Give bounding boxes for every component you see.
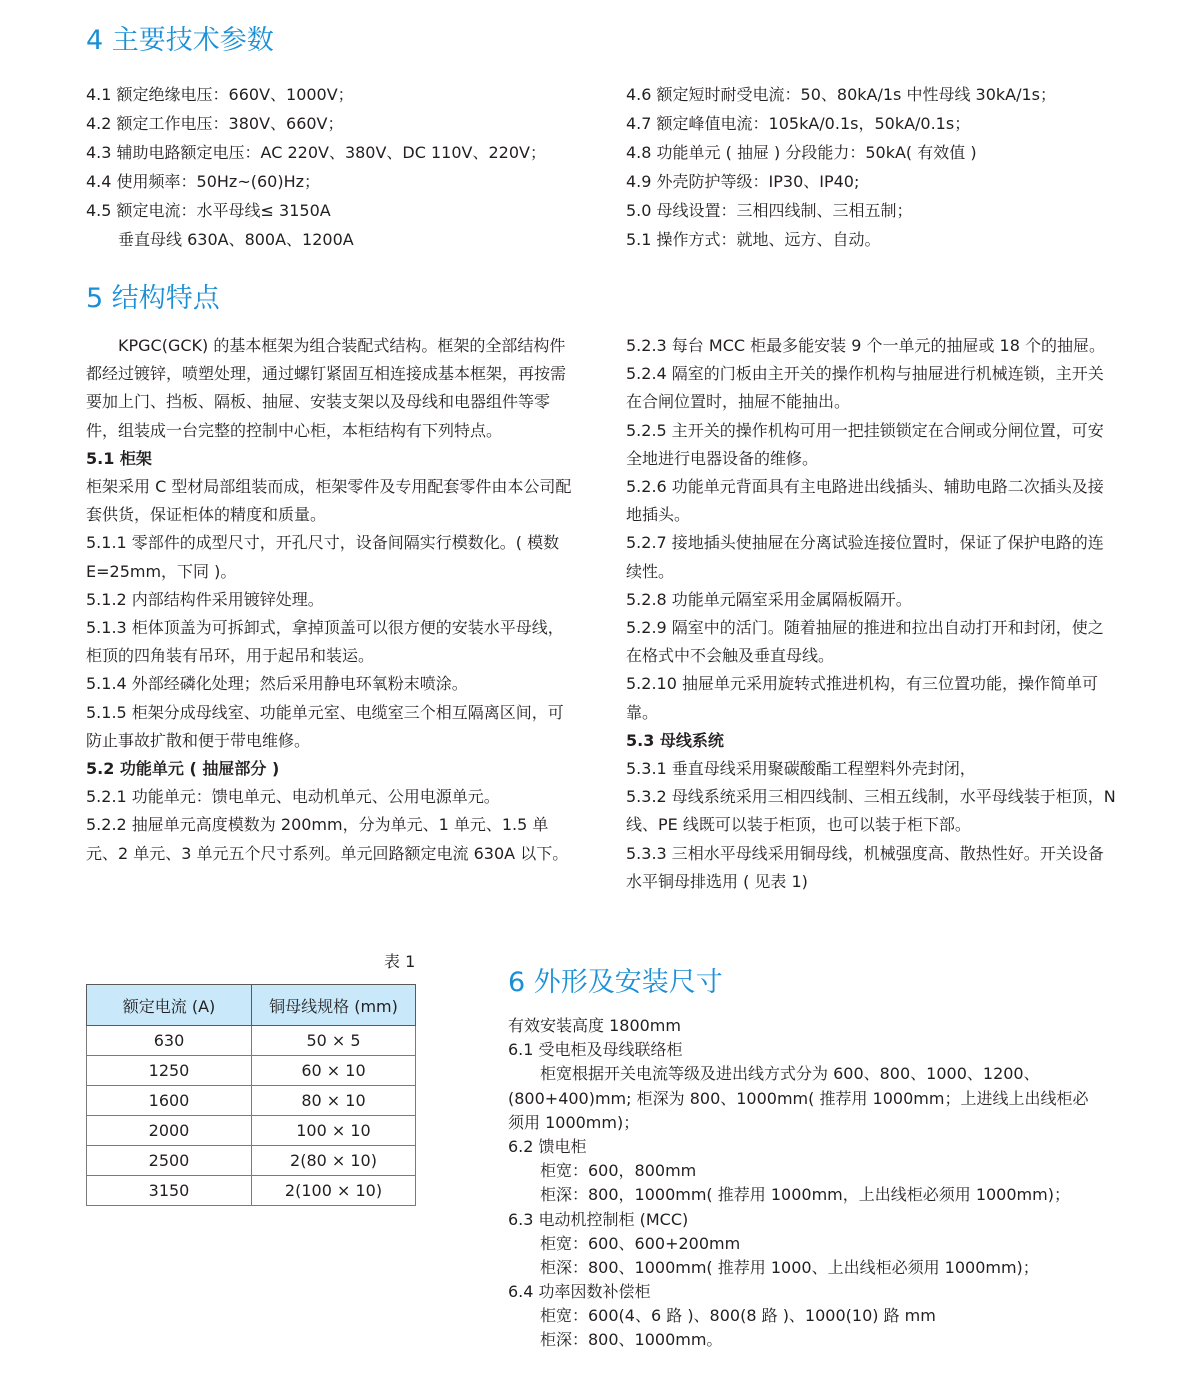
paragraph: 5.3.3 三相水平母线采用铜母线，机械强度高、散热性好。开关设备水平铜母排选用 ( 见表 1) [626,843,1104,891]
paragraph: 5.1.5 柜架分成母线室、功能单元室、电缆室三个相互隔离区间，可防止事故扩散和便于带电维修。 [86,702,564,750]
text-line: 柜宽根据开关电流等级及进出线方式分为 600、800、1000、1200、 [540,1064,1040,1084]
cell-busbar: 2(80 × 10) [252,1146,416,1176]
table-row [87,1146,416,1176]
cell-busbar: 100 × 10 [252,1116,416,1146]
paragraph: 柜架采用 C 型材局部组装而成，柜架零件及专用配套零件由本公司配套供货，保证柜体的精度和质量。 [86,477,572,525]
paragraph: 5.1.1 零部件的成型尺寸，开孔尺寸，设备间隔实行模数化。( 模数 E=25mm，下同 )。 [86,533,560,581]
spec-item: 4.9 外壳防护等级：IP30、IP40; [626,172,860,191]
cell-busbar: 80 × 10 [252,1086,416,1116]
paragraph: 5.3.2 母线系统采用三相四线制、三相五线制，水平母线装于柜顶，N 线、PE 线既可以装于柜顶，也可以装于柜下部。 [626,787,1116,835]
spec-item: 5.1 操作方式：就地、远方、自动。 [626,230,881,249]
cell-current: 1600 [87,1086,252,1116]
text-line: 柜深：800、1000mm( 推荐用 1000、上出线柜必须用 1000mm)； [540,1257,1039,1277]
table-row [87,1026,416,1056]
text-line: 柜深：800，1000mm( 推荐用 1000mm，上出线柜必须用 1000mm)； [540,1185,1070,1205]
text-line: 柜宽：600，800mm [540,1161,697,1181]
subheading-5-1: 5.1 柜架 [86,448,152,468]
column-header: 额定电流 (A) [87,985,252,1026]
spec-item: 4.3 辅助电路额定电压：AC 220V、380V、DC 110V、220V； [86,143,546,162]
table-row [87,1176,416,1206]
sec5-left-column [86,332,578,868]
text-line: 有效安装高度 1800mm [508,1016,681,1035]
paragraph: 5.2.10 抽屉单元采用旋转式推进机构，有三位置功能，操作简单可靠。 [626,674,1098,722]
intro-paragraph: KPGC(GCK) 的基本框架为组合装配式结构。框架的全部结构件都经过镀锌，喷塑处理，通过螺钉紧固互相连接成基本框架，再按需要加上门、挡板、隔板、抽屉、安装支架以及母线和电器组件等零件，组装成一台完整的控制中心柜，本柜结构有下列特点。 [86,336,567,440]
cell-current: 1250 [87,1056,252,1086]
paragraph: 5.2.4 隔室的门板由主开关的操作机构与抽屉进行机械连锁，主开关在合闸位置时，抽屉不能抽出。 [626,364,1104,412]
text-line: (800+400)mm; 柜深为 800、1000mm( 推荐用 1000mm；上进线上出线柜必 [508,1088,1089,1108]
paragraph: 5.1.3 柜体顶盖为可拆卸式，拿掉顶盖可以很方便的安装水平母线，柜顶的四角装有吊环，用于起吊和装运。 [86,618,564,666]
paragraph: 5.2.6 功能单元背面具有主电路进出线插头、辅助电路二次插头及接地插头。 [626,477,1104,525]
spec-item: 4.7 额定峰值电流：105kA/0.1s，50kA/0.1s； [626,114,971,133]
table-caption: 表 1 [384,952,416,971]
spec-item: 4.4 使用频率：50Hz~(60)Hz； [86,172,321,191]
paragraph: 5.1.4 外部经磷化处理；然后采用静电环氧粉末喷涂。 [86,674,468,694]
text-line: 柜宽：600、600+200mm [540,1233,741,1253]
cell-busbar: 60 × 10 [252,1056,416,1086]
paragraph: 5.2.5 主开关的操作机构可用一把挂锁锁定在合闸或分闸位置，可安全地进行电器设备的维修。 [626,420,1104,468]
text-line: 柜深：800、1000mm。 [540,1330,723,1350]
text-line: 6.1 受电柜及母线联络柜 [508,1040,683,1060]
spec-item: 4.2 额定工作电压：380V、660V； [86,114,344,133]
text-line: 6.4 功率因数补偿柜 [508,1282,651,1302]
subheading-5-3: 5.3 母线系统 [626,730,724,750]
paragraph: 5.1.2 内部结构件采用镀锌处理。 [86,589,324,609]
spec-item: 4.6 额定短时耐受电流：50、80kA/1s 中性母线 30kA/1s； [626,85,1057,104]
cell-current: 630 [87,1026,252,1056]
cell-current: 2500 [87,1146,252,1176]
table-row [87,1116,416,1146]
cell-busbar: 2(100 × 10) [252,1176,416,1206]
spec-item: 4.8 功能单元 ( 抽屉 ) 分段能力：50kA( 有效值 ) [626,143,977,162]
cell-current: 2000 [87,1116,252,1146]
sec4-right-list [626,80,1146,254]
spec-item: 4.5 额定电流：水平母线≤ 3150A [86,201,331,220]
paragraph: 5.2.7 接地插头使抽屉在分离试验连接位置时，保证了保护电路的连续性。 [626,533,1104,581]
spec-item: 4.1 额定绝缘电压：660V、1000V； [86,85,354,104]
paragraph: 5.2.8 功能单元隔室采用金属隔板隔开。 [626,589,912,609]
paragraph: 5.3.1 垂直母线采用聚碳酸酯工程塑料外壳封闭， [626,759,976,779]
cell-current: 3150 [87,1176,252,1206]
table-row [87,1056,416,1086]
section-4-title: 4 主要技术参数 [86,25,274,56]
sec5-right-column [626,332,1118,896]
table-row [87,1086,416,1116]
text-line: 柜宽：600(4、6 路 )、800(8 路 )、1000(10) 路 mm [540,1306,936,1326]
section-5-title: 5 结构特点 [86,283,220,314]
text-line: 须用 1000mm)； [508,1112,640,1132]
spec-item: 垂直母线 630A、800A、1200A [118,230,354,249]
cell-busbar: 50 × 5 [252,1026,416,1056]
column-header: 铜母线规格 (mm) [252,985,416,1026]
paragraph: 5.2.1 功能单元：馈电单元、电动机单元、公用电源单元。 [86,787,500,807]
text-line: 6.3 电动机控制柜 (MCC) [508,1209,689,1229]
paragraph: 5.2.9 隔室中的活门。随着抽屉的推进和拉出自动打开和封闭，使之在格式中不会触及垂直母线。 [626,618,1104,666]
table-header-row [87,985,416,1026]
spec-item: 5.0 母线设置：三相四线制、三相五制； [626,201,913,220]
sec4-left-list [86,80,586,254]
busbar-spec-table [86,984,416,1206]
paragraph: 5.2.2 抽屉单元高度模数为 200mm，分为单元、1 单元、1.5 单元、2 单元、3 单元五个尺寸系列。单元回路额定电流 630A 以下。 [86,815,569,863]
subheading-5-2: 5.2 功能单元 ( 抽屉部分 ) [86,759,280,779]
text-line: 6.2 馈电柜 [508,1136,587,1156]
paragraph: 5.2.3 每台 MCC 柜最多能安装 9 个一单元的抽屉或 18 个的抽屉。 [626,336,1106,355]
sec6-content [508,1014,1148,1353]
section-6-title: 6 外形及安装尺寸 [508,967,723,998]
